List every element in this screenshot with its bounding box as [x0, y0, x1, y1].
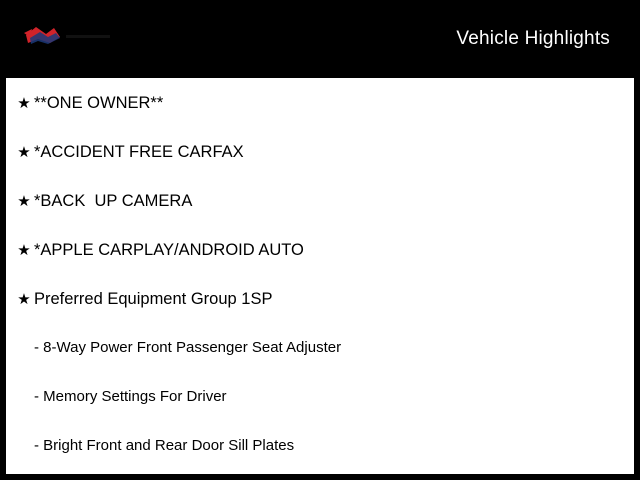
list-item-sub-label: - 8-Way Power Front Passenger Seat Adjuster	[34, 339, 342, 356]
list-item-sub	[6, 435, 634, 484]
list-item-sub-label: - Memory Settings For Driver	[34, 388, 227, 405]
page-title: Vehicle Highlights	[456, 28, 610, 49]
page-header	[6, 0, 634, 78]
list-item-label: Preferred Equipment Group 1SP	[34, 290, 273, 308]
list-item	[6, 141, 634, 190]
star-icon: ★	[17, 144, 31, 161]
list-item-sub	[6, 337, 634, 386]
dealer-logo	[20, 19, 140, 59]
list-item	[6, 92, 634, 141]
highlights-list	[6, 78, 634, 484]
list-item-label: *BACK UP CAMERA	[34, 192, 193, 210]
list-item-sub	[6, 386, 634, 435]
list-item-label: *APPLE CARPLAY/ANDROID AUTO	[34, 241, 304, 259]
list-item	[6, 239, 634, 288]
star-icon: ★	[17, 193, 31, 210]
star-icon: ★	[17, 95, 31, 112]
list-item-label: **ONE OWNER**	[34, 94, 164, 112]
list-item	[6, 190, 634, 239]
star-icon: ★	[17, 291, 31, 308]
list-item-sub-label: - Bright Front and Rear Door Sill Plates	[34, 437, 295, 454]
star-icon: ★	[17, 242, 31, 259]
list-item	[6, 288, 634, 337]
list-item-label: *ACCIDENT FREE CARFAX	[34, 143, 244, 161]
